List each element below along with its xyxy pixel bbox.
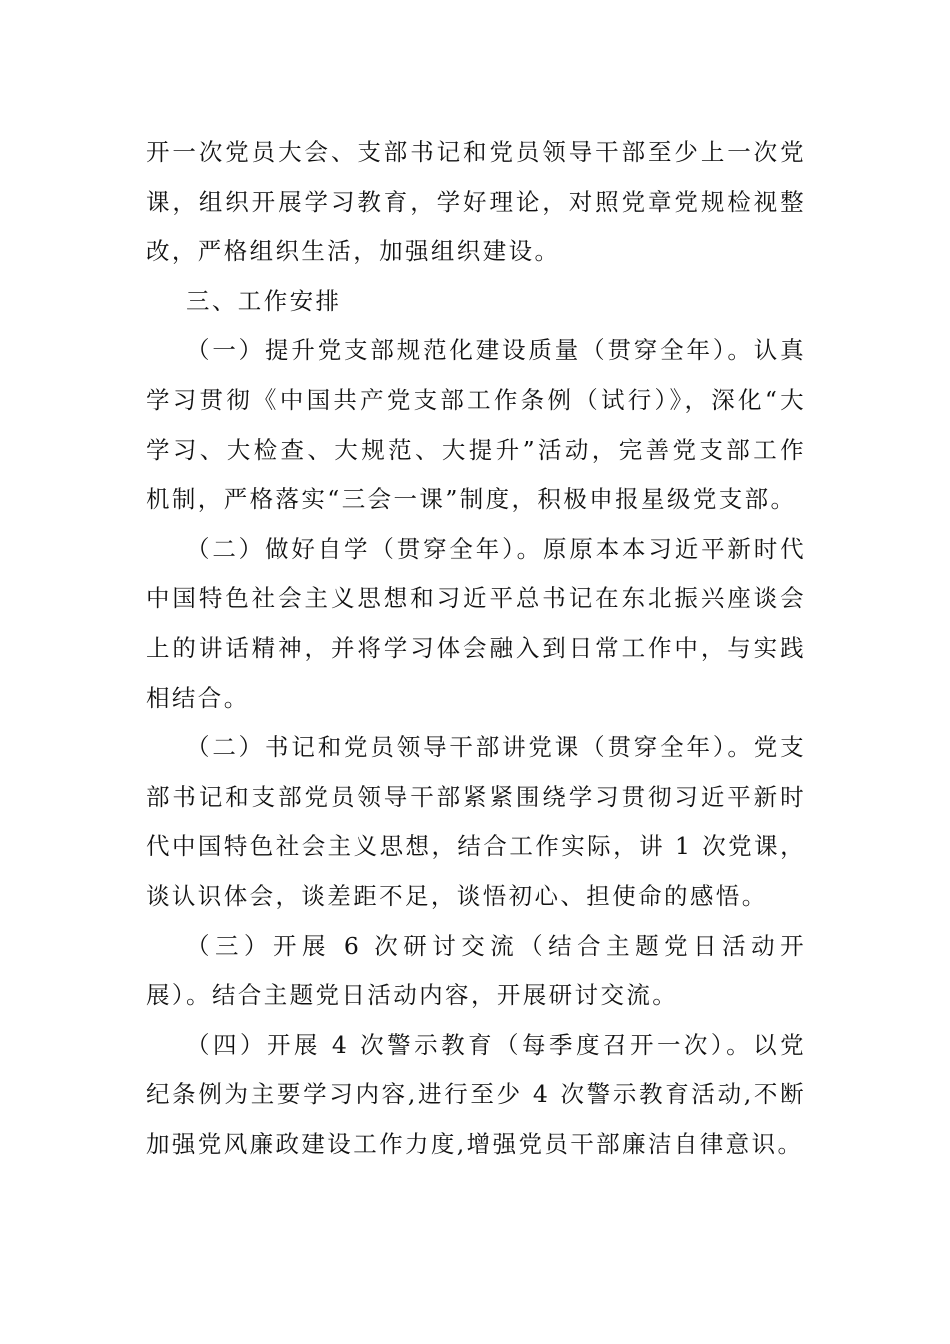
paragraph-item-2-party-lecture: （二）书记和党员领导干部讲党课（贯穿全年）。党支部书记和支部党员领导干部紧紧围绕学习贯彻习近平新时代中国特色社会主义思想，结合工作实际，讲 1 次党课，谈认识体会，谈差距不足，谈悟初心、担使命的感悟。 (146, 733, 806, 910)
document-body (146, 128, 806, 1169)
section-heading-work-arrangement: 三、工作安排 (186, 286, 342, 315)
paragraph-item-3: （三）开展 6 次研讨交流（结合主题党日活动开展）。结合主题党日活动内容，开展研讨交流。 (146, 931, 806, 1010)
paragraph-item-1: （一）提升党支部规范化建设质量（贯穿全年）。认真学习贯彻《中国共产党支部工作条例（试行）》，深化“大学习、大检查、大规范、大提升”活动，完善党支部工作机制，严格落实“三会一课”制度，积极申报星级党支部。 (146, 336, 806, 514)
paragraph-continuation: 开一次党员大会、支部书记和党员领导干部至少上一次党课，组织开展学习教育，学好理论，对照党章党规检视整改，严格组织生活，加强组织建设。 (146, 138, 806, 266)
paragraph-item-2-self-study: （二）做好自学（贯穿全年）。原原本本习近平新时代中国特色社会主义思想和习近平总书记在东北振兴座谈会上的讲话精神，并将学习体会融入到日常工作中，与实践相结合。 (146, 534, 806, 712)
paragraph-item-4: （四）开展 4 次警示教育（每季度召开一次）。以党纪条例为主要学习内容,进行至少 4 次警示教育活动,不断加强党风廉政建设工作力度,增强党员干部廉洁自律意识。 (146, 1030, 806, 1158)
